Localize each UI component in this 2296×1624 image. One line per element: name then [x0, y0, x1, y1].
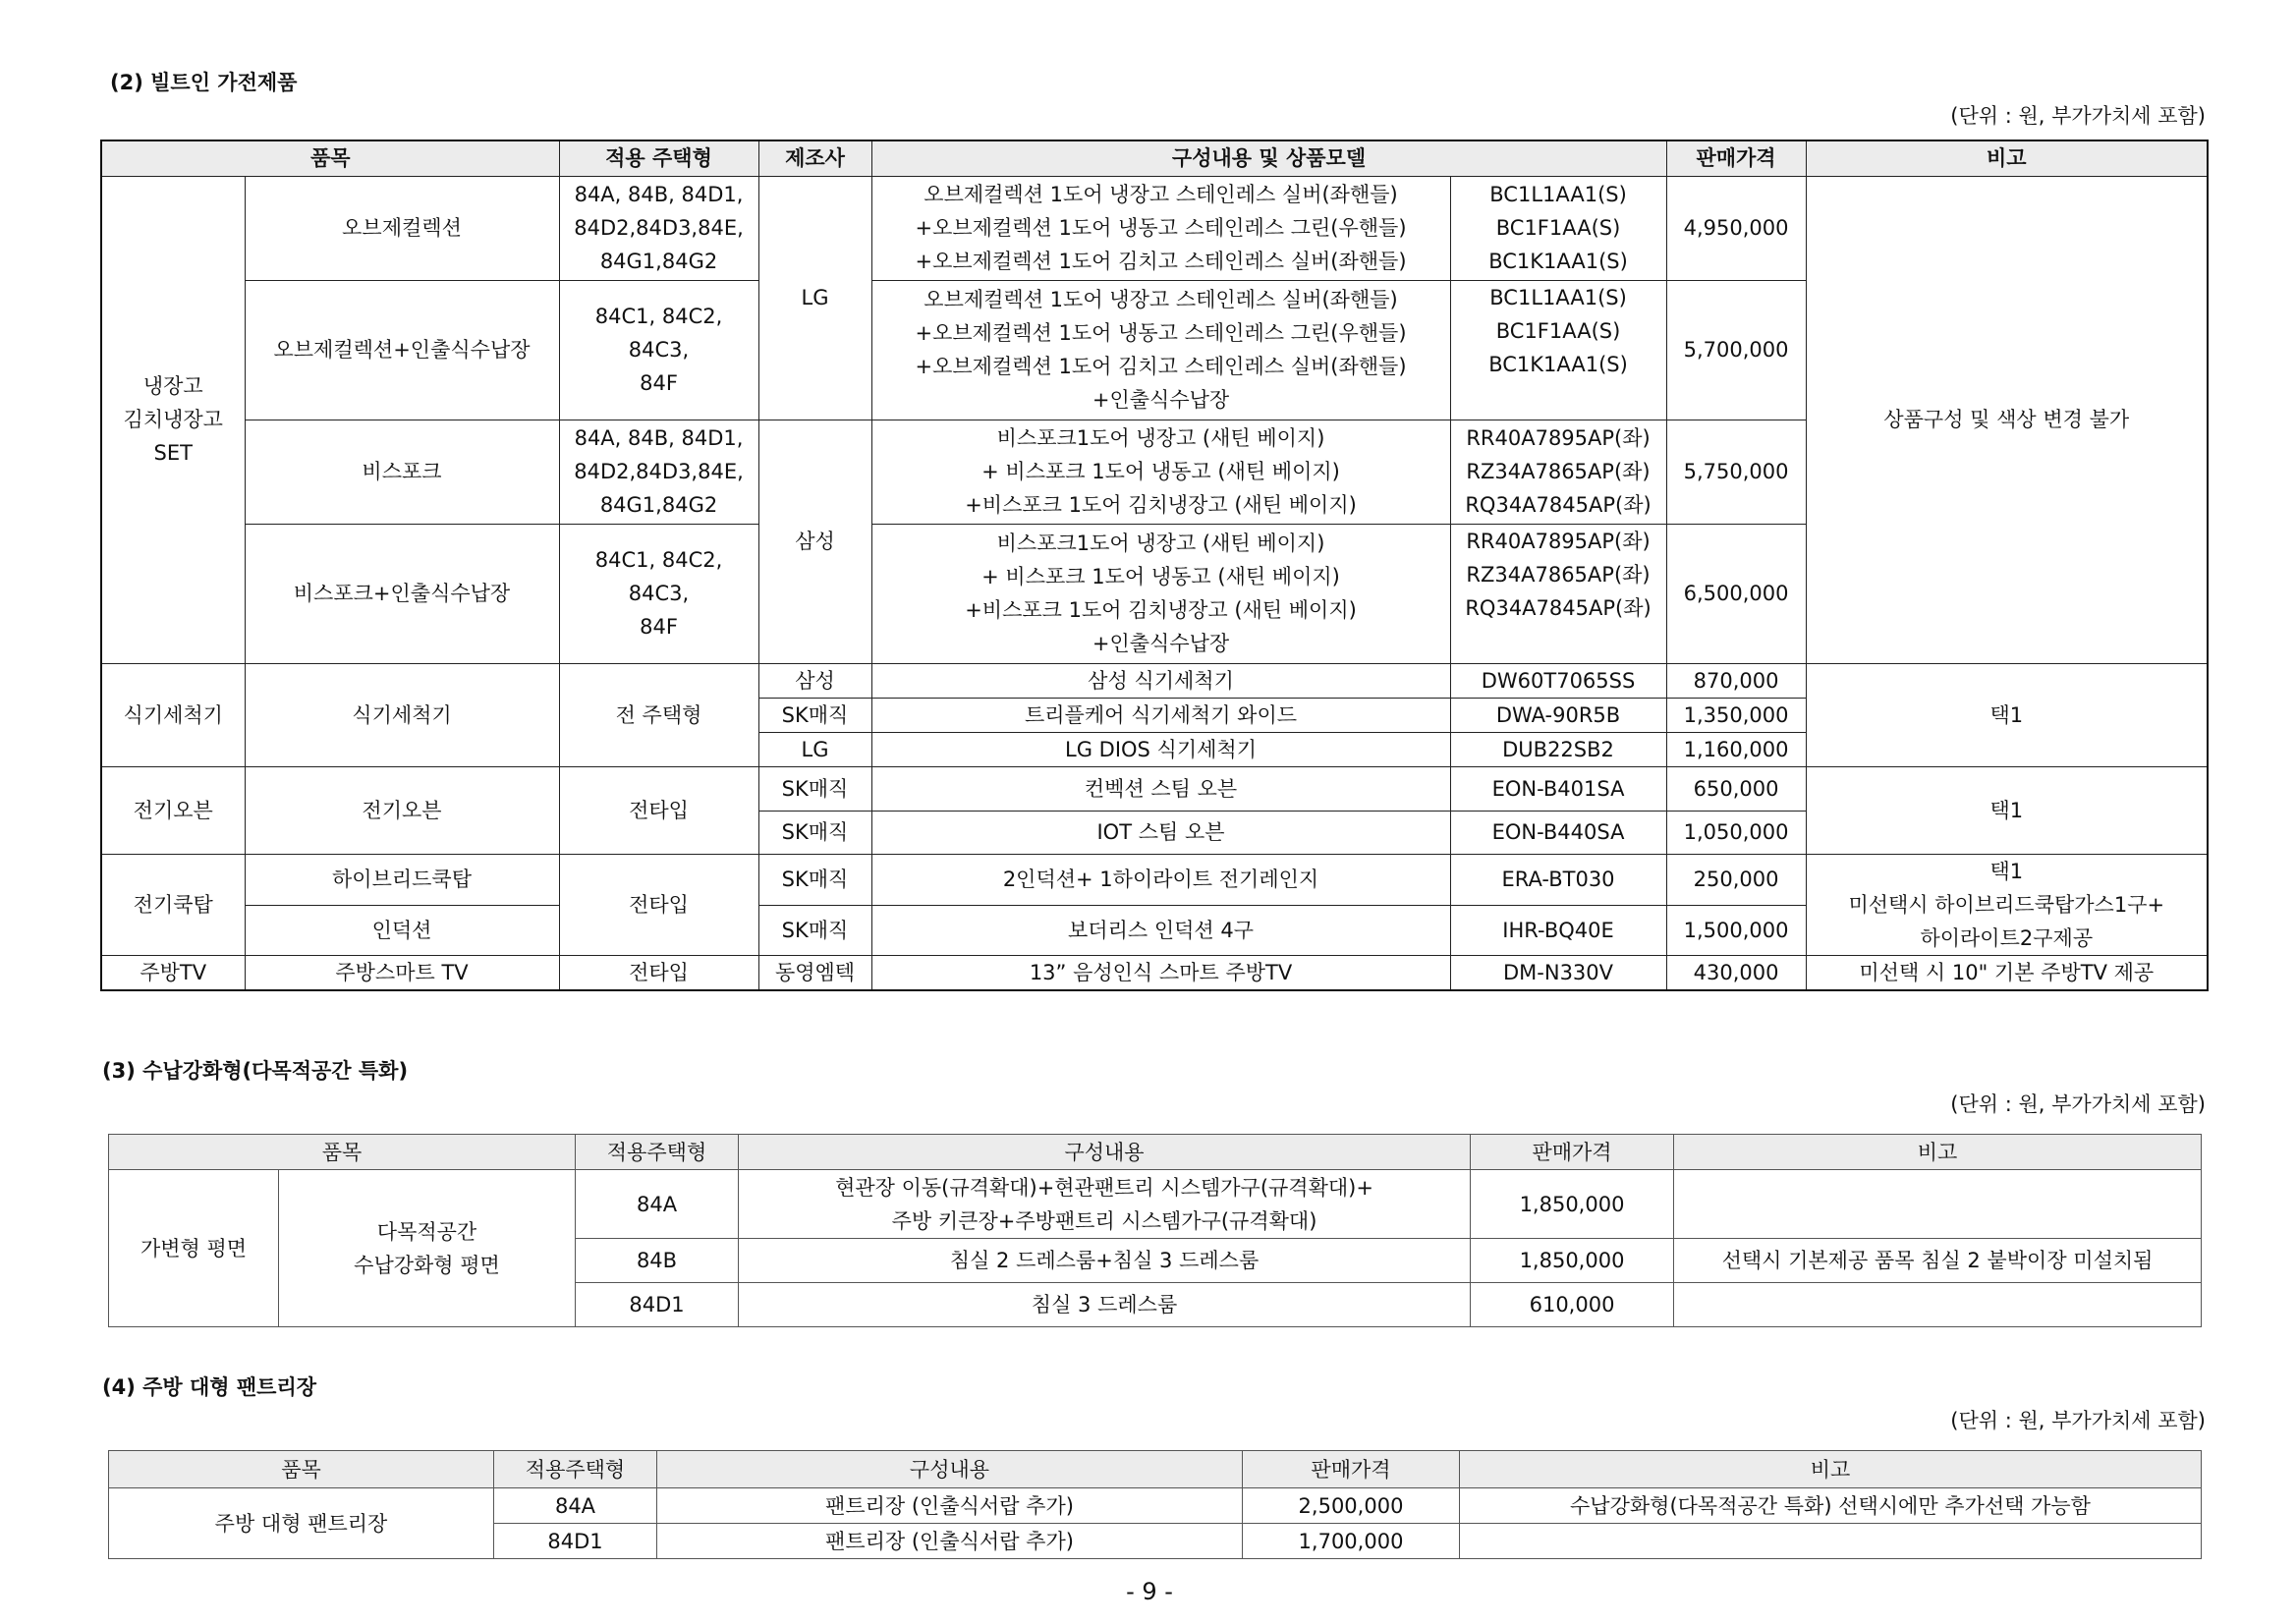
maker-cell: LG	[758, 176, 871, 420]
model-cell: EON-B401SA	[1450, 766, 1666, 811]
item-name: 비스포크+인출식수납장	[245, 524, 559, 663]
item-name: 오브제컬렉션	[245, 176, 559, 280]
price-cell: 1,850,000	[1471, 1170, 1674, 1239]
maker-cell: SK매직	[758, 905, 871, 955]
content-desc: 오브제컬렉션 1도어 냉장고 스테인레스 실버(좌핸들) +오브제컬렉션 1도어 냉동고 스테인레스 그린(우핸들) +오브제컬렉션 1도어 김치고 스테인레스 실버(좌핸들)	[871, 176, 1450, 280]
fridge-note-cell: 상품구성 및 색상 변경 불가	[1806, 176, 2208, 663]
header-note: 비고	[1674, 1135, 2202, 1170]
model-cell: DUB22SB2	[1450, 732, 1666, 766]
header-price: 판매가격	[1666, 140, 1806, 176]
group-cell: 가변형 평면	[109, 1170, 279, 1327]
model-cell: RR40A7895AP(좌) RZ34A7865AP(좌) RQ34A7845AP(좌)	[1450, 524, 1666, 663]
note-cell: 택1	[1806, 663, 2208, 766]
cooktop-group: 전기쿡탑	[101, 854, 245, 955]
header-content: 구성내용 및 상품모델	[871, 140, 1666, 176]
header-maker: 제조사	[758, 140, 871, 176]
header-types: 적용주택형	[576, 1135, 739, 1170]
price-cell: 650,000	[1666, 766, 1806, 811]
content-desc: 2인덕션+ 1하이라이트 전기레인지	[871, 854, 1450, 905]
price-cell: 1,850,000	[1471, 1239, 1674, 1283]
model-cell: BC1L1AA1(S) BC1F1AA(S) BC1K1AA1(S)	[1450, 280, 1666, 420]
content-desc: 트리플케어 식기세척기 와이드	[871, 698, 1450, 732]
content-desc: 삼성 식기세척기	[871, 663, 1450, 698]
section3-unit: (단위 : 원, 부가가치세 포함)	[1950, 1092, 2206, 1116]
house-types: 전타입	[559, 854, 758, 955]
note-cell: 택1	[1806, 766, 2208, 854]
item-name: 전기오븐	[245, 766, 559, 854]
content-desc: LG DIOS 식기세척기	[871, 732, 1450, 766]
model-cell: BC1L1AA1(S) BC1F1AA(S) BC1K1AA1(S)	[1450, 176, 1666, 280]
note-cell	[1460, 1524, 2202, 1559]
maker-cell: 삼성	[758, 420, 871, 663]
section2-unit: (단위 : 원, 부가가치세 포함)	[1950, 104, 2206, 128]
dishwasher-group: 식기세척기	[101, 663, 245, 766]
section4-unit: (단위 : 원, 부가가치세 포함)	[1950, 1409, 2206, 1432]
item-name: 하이브리드쿡탑	[245, 854, 559, 905]
model-cell: DWA-90R5B	[1450, 698, 1666, 732]
header-content: 구성내용	[739, 1135, 1471, 1170]
storage-option-table	[108, 1134, 2202, 1327]
note-cell: 미선택 시 10" 기본 주방TV 제공	[1806, 955, 2208, 990]
maker-cell: SK매직	[758, 811, 871, 854]
header-types: 적용주택형	[494, 1451, 657, 1488]
price-cell: 870,000	[1666, 663, 1806, 698]
item-name: 오브제컬렉션+인출식수납장	[245, 280, 559, 420]
house-type: 84A	[494, 1488, 657, 1524]
maker-cell: SK매직	[758, 854, 871, 905]
house-types: 84A, 84B, 84D1, 84D2,84D3,84E, 84G1,84G2	[559, 420, 758, 524]
content-desc: 컨벡션 스팀 오븐	[871, 766, 1450, 811]
note-cell: 수납강화형(다목적공간 특화) 선택시에만 추가선택 가능함	[1460, 1488, 2202, 1524]
house-types: 84C1, 84C2, 84C3, 84F	[559, 524, 758, 663]
content-desc: 현관장 이동(규격확대)+현관팬트리 시스템가구(규격확대)+ 주방 키큰장+주방팬트리 시스템가구(규격확대)	[739, 1170, 1471, 1239]
price-cell: 1,500,000	[1666, 905, 1806, 955]
price-cell: 610,000	[1471, 1283, 1674, 1327]
house-types: 84C1, 84C2, 84C3, 84F	[559, 280, 758, 420]
fridge-group-cell: 냉장고 김치냉장고 SET	[101, 176, 245, 663]
section3-title: (3) 수납강화형(다목적공간 특화)	[102, 1059, 409, 1083]
content-desc: 오브제컬렉션 1도어 냉장고 스테인레스 실버(좌핸들) +오브제컬렉션 1도어 냉동고 스테인레스 그린(우핸들) +오브제컬렉션 1도어 김치고 스테인레스 실버(좌핸들) +인출식수납장	[871, 280, 1450, 420]
header-item: 품목	[109, 1135, 576, 1170]
header-item: 품목	[109, 1451, 494, 1488]
item-name: 식기세척기	[245, 663, 559, 766]
page-number: - 9 -	[1126, 1578, 1173, 1605]
section4-title: (4) 주방 대형 팬트리장	[102, 1375, 317, 1399]
header-price: 판매가격	[1471, 1135, 1674, 1170]
model-cell: IHR-BQ40E	[1450, 905, 1666, 955]
house-types: 84A, 84B, 84D1, 84D2,84D3,84E, 84G1,84G2	[559, 176, 758, 280]
house-type: 84D1	[494, 1524, 657, 1559]
item-name: 주방 대형 팬트리장	[109, 1488, 494, 1559]
price-cell: 6,500,000	[1666, 524, 1806, 663]
header-content: 구성내용	[657, 1451, 1243, 1488]
model-cell: ERA-BT030	[1450, 854, 1666, 905]
price-cell: 1,700,000	[1243, 1524, 1460, 1559]
content-desc: 13” 음성인식 스마트 주방TV	[871, 955, 1450, 990]
content-desc: 팬트리장 (인출식서랍 추가)	[657, 1524, 1243, 1559]
price-cell: 4,950,000	[1666, 176, 1806, 280]
item-name: 인덕션	[245, 905, 559, 955]
price-cell: 5,750,000	[1666, 420, 1806, 524]
house-types: 전 주택형	[559, 663, 758, 766]
price-cell: 1,050,000	[1666, 811, 1806, 854]
header-types: 적용 주택형	[559, 140, 758, 176]
price-cell: 1,350,000	[1666, 698, 1806, 732]
item-name: 비스포크	[245, 420, 559, 524]
house-types: 전타입	[559, 955, 758, 990]
model-cell: DW60T7065SS	[1450, 663, 1666, 698]
header-note: 비고	[1806, 140, 2208, 176]
price-cell: 250,000	[1666, 854, 1806, 905]
content-desc: 침실 3 드레스룸	[739, 1283, 1471, 1327]
note-cell: 선택시 기본제공 품목 침실 2 붙박이장 미설치됨	[1674, 1239, 2202, 1283]
maker-cell: 삼성	[758, 663, 871, 698]
note-cell	[1674, 1170, 2202, 1239]
maker-cell: SK매직	[758, 698, 871, 732]
section2-title: (2) 빌트인 가전제품	[110, 71, 298, 94]
item-name: 주방스마트 TV	[245, 955, 559, 990]
note-cell	[1674, 1283, 2202, 1327]
price-cell: 2,500,000	[1243, 1488, 1460, 1524]
maker-cell: LG	[758, 732, 871, 766]
content-desc: 비스포크1도어 냉장고 (새틴 베이지) + 비스포크 1도어 냉동고 (새틴 베이지) +비스포크 1도어 김치냉장고 (새틴 베이지)	[871, 420, 1450, 524]
content-desc: 침실 2 드레스룸+침실 3 드레스룸	[739, 1239, 1471, 1283]
model-cell: RR40A7895AP(좌) RZ34A7865AP(좌) RQ34A7845AP(좌)	[1450, 420, 1666, 524]
pantry-option-table	[108, 1450, 2202, 1559]
house-types: 전타입	[559, 766, 758, 854]
header-note: 비고	[1460, 1451, 2202, 1488]
builtin-appliance-table	[100, 140, 2209, 991]
item-name: 다목적공간 수납강화형 평면	[279, 1170, 576, 1327]
content-desc: 비스포크1도어 냉장고 (새틴 베이지) + 비스포크 1도어 냉동고 (새틴 베이지) +비스포크 1도어 김치냉장고 (새틴 베이지) +인출식수납장	[871, 524, 1450, 663]
price-cell: 1,160,000	[1666, 732, 1806, 766]
model-cell: DM-N330V	[1450, 955, 1666, 990]
tv-group: 주방TV	[101, 955, 245, 990]
price-cell: 5,700,000	[1666, 280, 1806, 420]
content-desc: 보더리스 인덕션 4구	[871, 905, 1450, 955]
house-type: 84D1	[576, 1283, 739, 1327]
header-item: 품목	[101, 140, 559, 176]
price-cell: 430,000	[1666, 955, 1806, 990]
oven-group: 전기오븐	[101, 766, 245, 854]
house-type: 84B	[576, 1239, 739, 1283]
content-desc: 팬트리장 (인출식서랍 추가)	[657, 1488, 1243, 1524]
house-type: 84A	[576, 1170, 739, 1239]
header-price: 판매가격	[1243, 1451, 1460, 1488]
note-cell: 택1 미선택시 하이브리드쿡탑가스1구+ 하이라이트2구제공	[1806, 854, 2208, 955]
model-cell: EON-B440SA	[1450, 811, 1666, 854]
content-desc: IOT 스팀 오븐	[871, 811, 1450, 854]
maker-cell: 동영엠텍	[758, 955, 871, 990]
maker-cell: SK매직	[758, 766, 871, 811]
